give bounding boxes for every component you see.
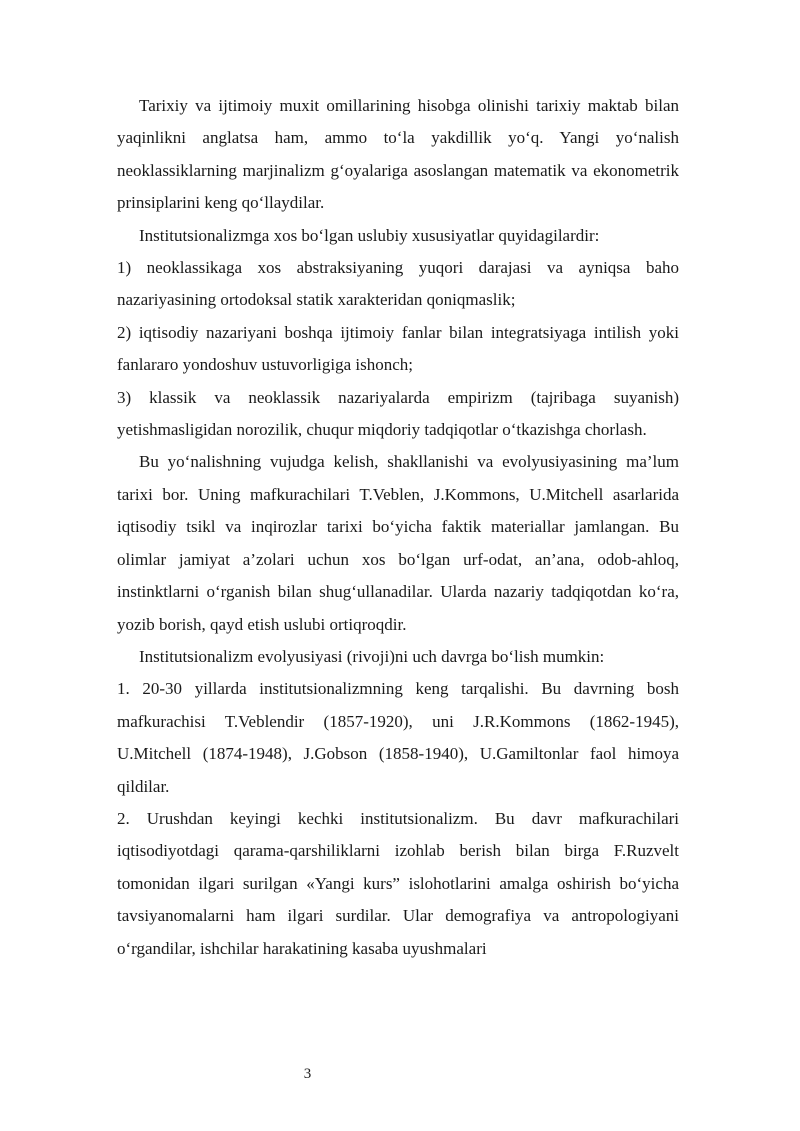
list-item-feature-3: 3) klassik va neoklassik nazariyalarda empirizm (tajribaga suyanish) yetishmasligidan norozilik, chuqur miqdoriy tadqiqotlar o‘tkazishga chorlash. <box>117 387 679 440</box>
paragraph-intro: Tarixiy va ijtimoiy muxit omillarining hisobga olinishi tarixiy maktab bilan yaqinlikni anglatsa ham, ammo to‘la yakdillik yo‘q. Yangi yo‘nalish neoklassiklarning marjinalizm g‘oyalariga asoslangan matematik va ekonometrik prinsiplarini keng qo‘llaydilar. <box>117 96 679 213</box>
list-item-period-1: 1. 20-30 yillarda institutsionalizmning keng tarqalishi. Bu davrning bosh mafkurachisi T.Veblendir (1857-1920), uni J.R.Kommons (1862-1945), U.Mitchell (1874-1948), J.Gobson (1858-1940), U.Gamiltonlar faol himoya qildilar. <box>117 679 679 796</box>
page-number: 3 <box>303 1066 312 1082</box>
paragraph-evolution-heading: Institutsionalizm evolyusiyasi (rivoji)ni uch davrga bo‘lish mumkin: <box>139 646 605 666</box>
list-item-period-2: 2. Urushdan keyingi kechki institutsionalizm. Bu davr mafkurachilari iqtisodiyotdagi qarama-qarshiliklarni izohlab berish bilan birga F.Ruzvelt tomonidan ilgari surilgan «Yangi kurs” islohotlarini amalga oshirish bo‘yicha tavsiyanomalarni ham ilgari surdilar. Ular demografiya va antropologiyani o‘rgandilar, ishchilar harakatining kasaba uyushmalari <box>117 808 679 958</box>
list-item-feature-1: 1) neoklassikaga xos abstraksiyaning yuqori darajasi va ayniqsa baho nazariyasining ortodoksal statik xarakteridan qoniqmaslik; <box>117 258 679 310</box>
paragraph-history: Bu yo‘nalishning vujudga kelish, shakllanishi va evolyusiyasining ma’lum tarixi bor. Uning mafkurachilari T.Veblen, J.Kommons, U.Mitchell asarlarida iqtisodiy tsikl va inqirozlar tarixi bo‘yicha faktik materiallar jamlangan. Bu olimlar jamiyat a’zolari uchun xos bo‘lgan urf-odat, an’ana, odob-ahloq, instinktlarni o‘rganish bilan shug‘ullanadilar. Ularda nazariy tadqiqotdan ko‘ra, yozib borish, qayd etish uslubi ortiqroqdir. <box>117 452 679 634</box>
document-body <box>117 90 679 965</box>
list-item-feature-2: 2) iqtisodiy nazariyani boshqa ijtimoiy fanlar bilan integratsiyaga intilish yoki fanlararo yondoshuv ustuvorligiga ishonch; <box>117 322 679 375</box>
paragraph-features-heading: Institutsionalizmga xos bo‘lgan uslubiy xususiyatlar quyidagilardir: <box>139 225 600 245</box>
